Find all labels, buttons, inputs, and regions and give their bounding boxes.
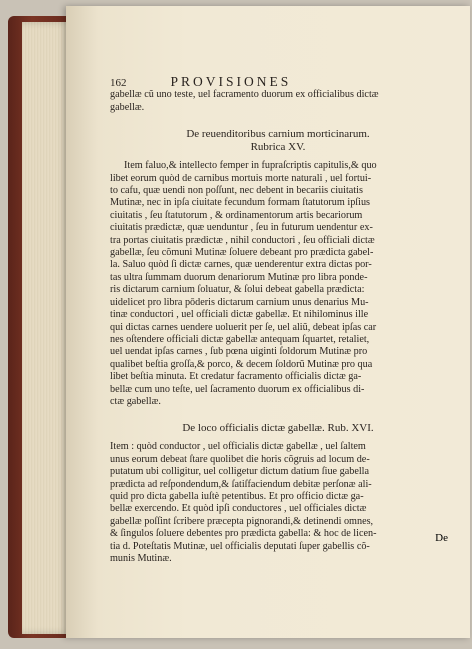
intro-paragraph — [110, 89, 446, 114]
text-line: ctæ gabellæ. — [110, 395, 161, 407]
text-line: Item faluo,& intellecto femper in fupraſcriptis capitulis,& quo — [124, 160, 377, 172]
text-line: ris dictarum carnium ſoluatur, & ſolui debeat gabella prædicta: — [110, 284, 365, 296]
text-line: prædicta ad reſpondendum,& ſatiſfaciendum debitæ perſonæ ali- — [110, 478, 372, 490]
heading-rubric: Rubrica XV. — [250, 141, 306, 154]
text-line: munis Mutinæ. — [110, 553, 172, 564]
text-line: gabellæ cũ uno teste, uel facramento duorum ex officialibus dictæ — [110, 89, 379, 101]
text-line: libet beſtia minuta. Et credatur facramento officialis dictæ ga- — [110, 371, 362, 383]
text-line: ciuitatis , ſeu ſtatutorum , & ordinamentorum artis becariorum — [110, 209, 363, 221]
text-line: unus eorum debeat ſtare quolibet die horis cõgruis ad locum de- — [110, 453, 370, 465]
text-line: to cafu, quæ uendi non poſſunt, nec debent in becariis ciuitatis — [110, 185, 363, 197]
text-line: ciuitatis prædictæ, quæ uenduntur , ſeu in futurum uendentur ex- — [110, 222, 373, 234]
text-line: Item : quòd conductor , uel officialis dictæ gabellæ , uel ſaltem — [110, 441, 366, 453]
text-line: gabellæ, ſeu cõmuni Mutinæ ſoluere debeant pro prædicta gabel- — [110, 247, 374, 259]
text-line: gabellæ poſſint ſcribere præcepta pignorandi,& detinendi omnes, — [110, 515, 374, 527]
text-line: qui dictas carnes uendere uoluerit per ſe, uel aliũ, debeat ipſas car — [110, 321, 377, 333]
text-line: tia d. Poteſtatis Mutinæ, uel officialis deputati ſuper gabellis cõ- — [110, 540, 370, 552]
text-line: tra portas ciuitatis prædictæ , nihil conductori , ſeu officiali dictæ — [110, 234, 375, 246]
text-line: tinæ conductori , uel officiali dictæ gabellæ. Et nihilominus ille — [110, 309, 369, 321]
catchword: De — [435, 532, 448, 544]
text-line: libet eorum quòd de carnibus mortuis morte naturali , uel fortui- — [110, 172, 372, 184]
text-line: nes oſtendere officiali dictæ gabellæ antequam ſquartet, retaliet, — [110, 333, 370, 345]
text-line: & ſingulos ſoluere debentes pro prædicta gabella: & hoc de licen- — [110, 528, 377, 540]
folio-number: 162 — [110, 77, 127, 89]
section-heading-xvi: De loco officialis dictæ gabellæ. Rub. XVI. — [182, 422, 374, 435]
page-text — [110, 76, 446, 565]
text-line: gabellæ. — [110, 101, 145, 113]
text-line: tas ultra ſummam duorum denariorum Mutinæ pro libra ponde- — [110, 271, 368, 283]
text-line: uel uendat ipſas carnes , ſub pœna uiginti ſoldorum Mutinæ pro — [110, 346, 368, 358]
paragraph-xv — [110, 160, 446, 408]
text-line: bellæ cum uno teſte, uel ſacramento duorum ex officialibus di- — [110, 383, 365, 395]
paragraph-xvi — [110, 441, 446, 565]
text-line: putatum ubi colligitur, uel colligetur dictum datium ſiue gabella — [110, 466, 370, 478]
text-line: la. Saluo quòd ſi dictæ carnes, quæ uenderentur extra dictas por- — [110, 259, 372, 271]
running-head: PROVISIONES — [170, 74, 292, 89]
text-line: Mutinæ, nec in ipſa ciuitate fecundum formam ſtatutorum ipſius — [110, 197, 371, 209]
text-line: qualibet beſtia groſſa,& porco, & decem ſoldorũ Mutinæ pro qua — [110, 358, 373, 370]
text-line: uidelicet pro libra pōderis dictarum carnium unus denarius Mu- — [110, 296, 369, 308]
text-line: quid pro dicta gabella iuſtè petentibus. Et pro officio dictæ ga- — [110, 490, 364, 502]
text-line: bellæ exercendo. Et quòd ipſi conductores , uel officiales dictæ — [110, 503, 367, 515]
page-header — [110, 76, 446, 89]
heading-line: De reuenditoribus carnium morticinarum. — [186, 128, 370, 141]
section-heading-xv — [110, 128, 446, 154]
